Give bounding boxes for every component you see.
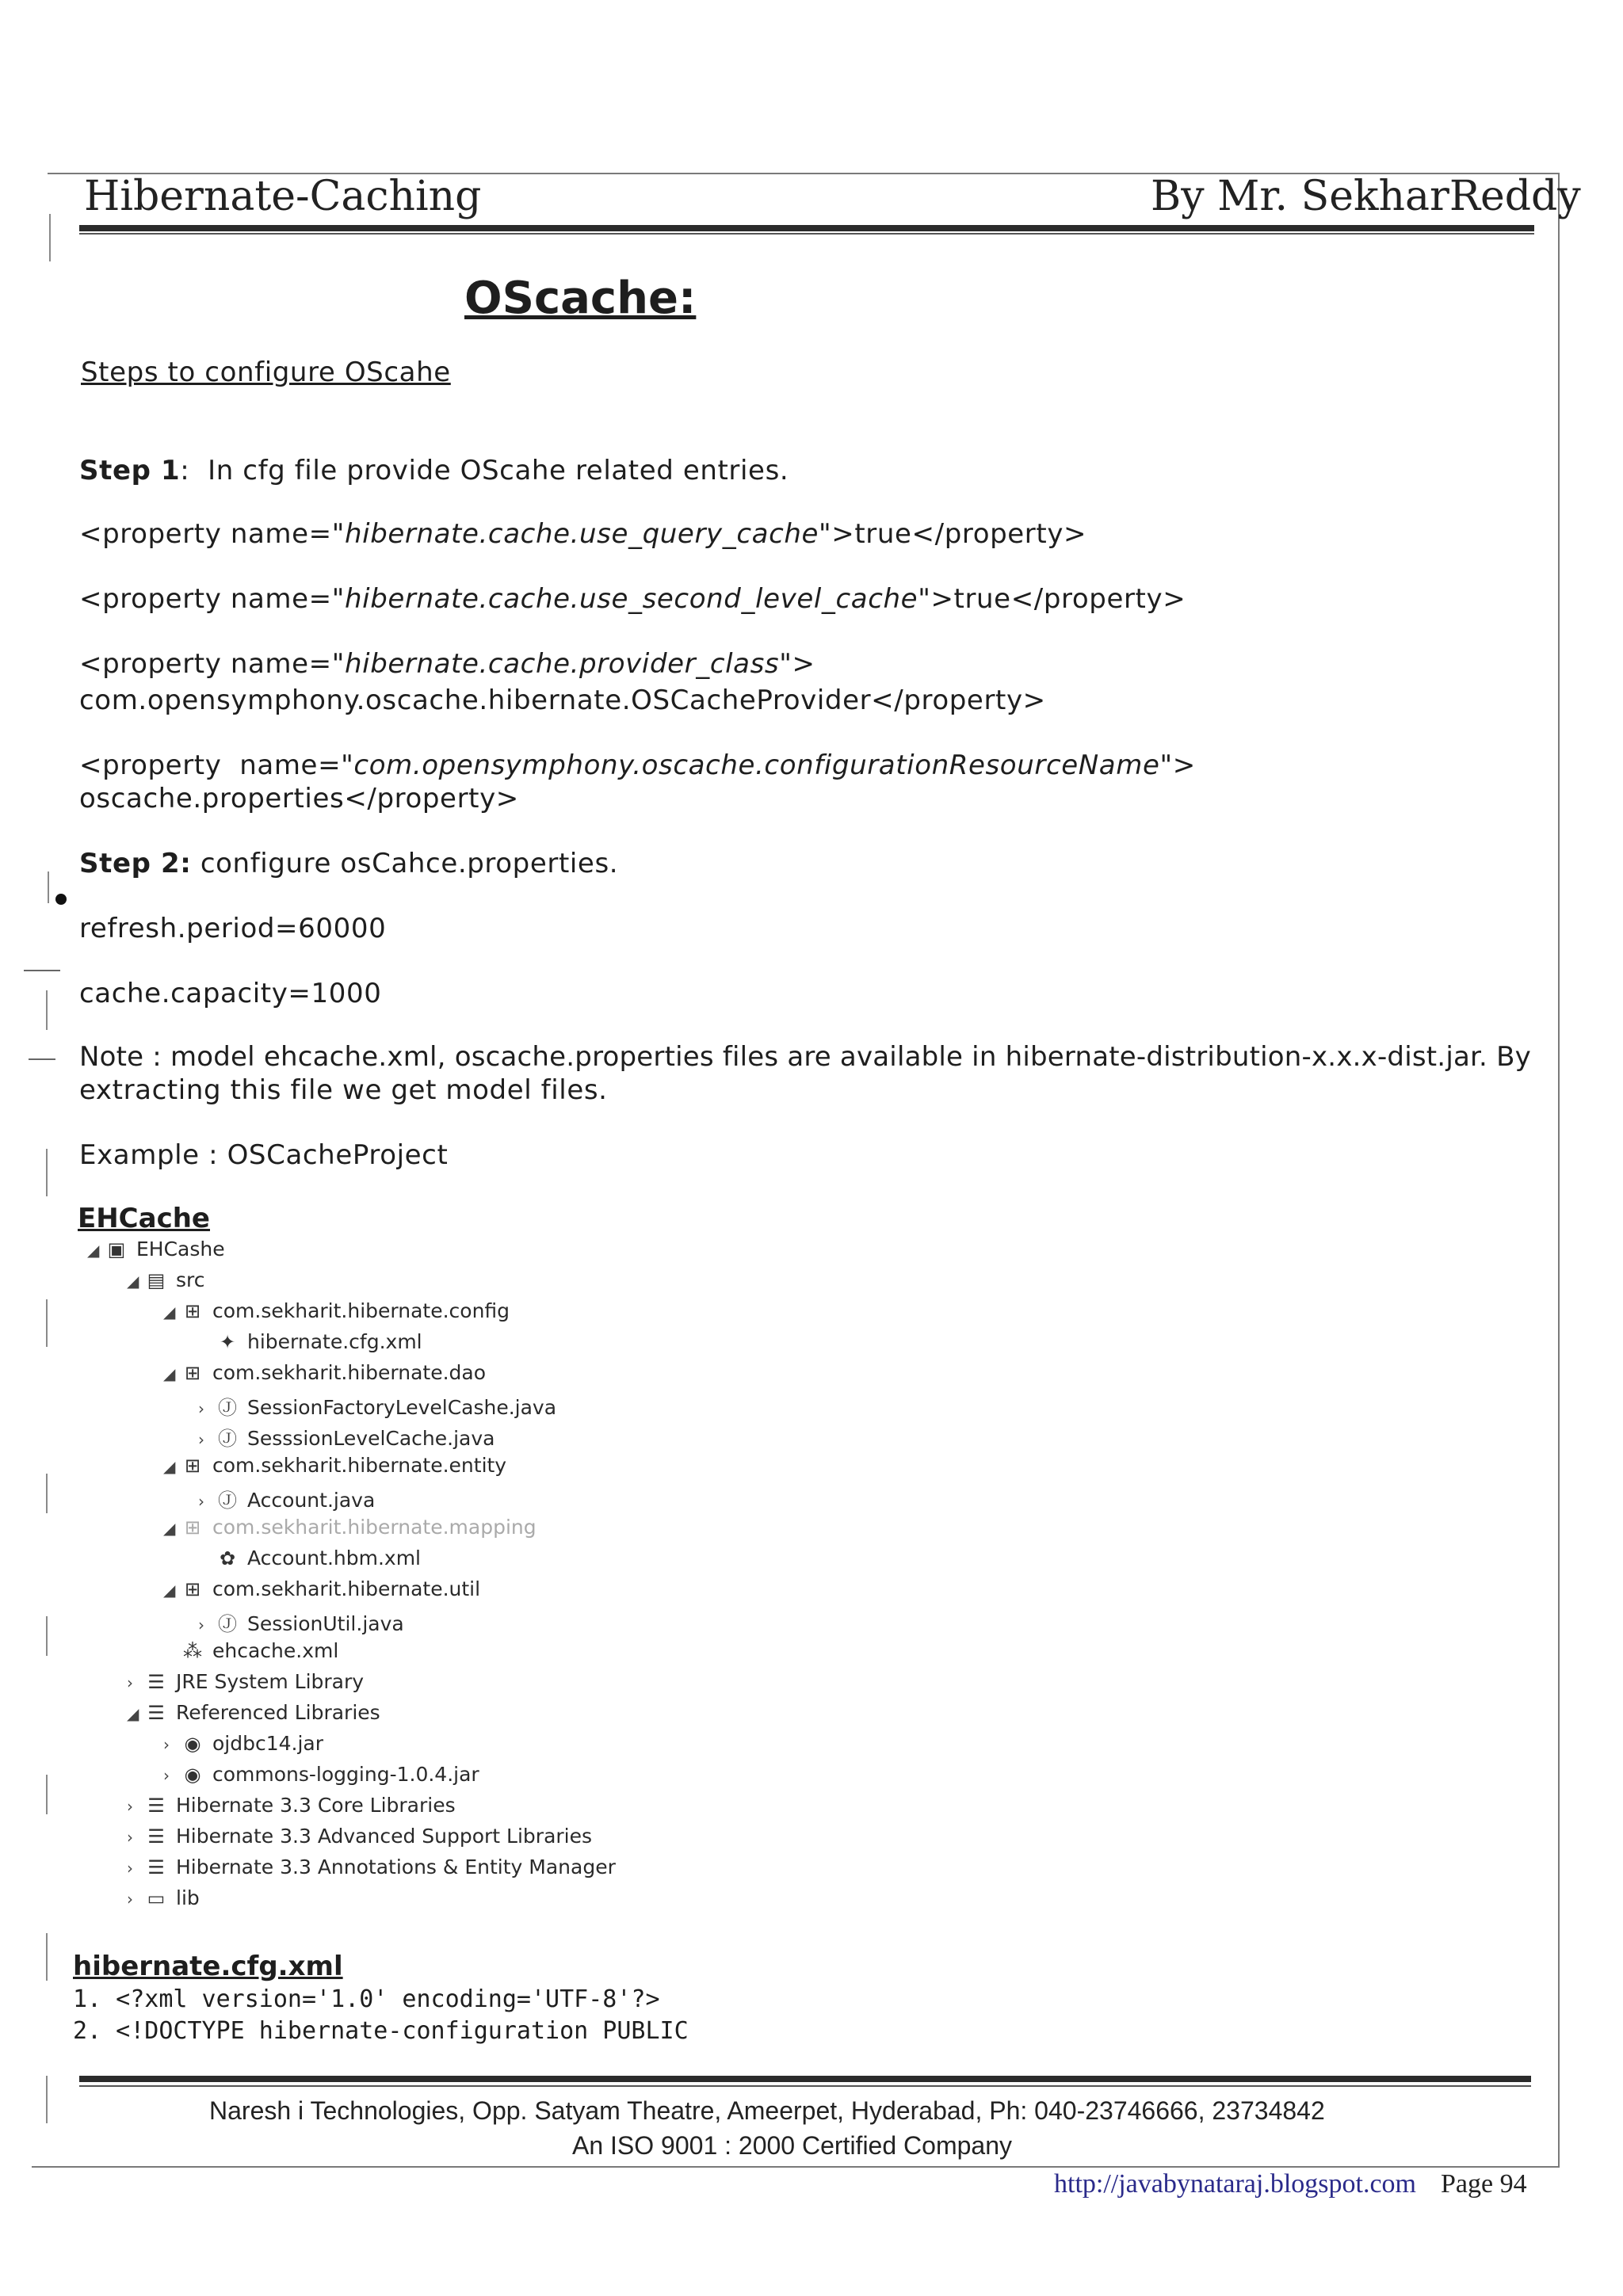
step1-label: Step 1	[79, 455, 181, 486]
margin-mark	[46, 1299, 48, 1347]
margin-mark	[48, 871, 49, 903]
tree-item[interactable]	[163, 1577, 480, 1600]
tree-item-label: src	[176, 1268, 205, 1291]
footer-certification: An ISO 9001 : 2000 Certified Company	[572, 2131, 1012, 2160]
note-line-1: Note : model ehcache.xml, oscache.properties files are available in hibernate-distribution-x.x.x-dist.jar. By	[79, 1041, 1531, 1073]
tree-item[interactable]	[163, 1361, 486, 1384]
step1-line	[79, 455, 789, 486]
java-file-icon: Ⓙ	[218, 1489, 237, 1512]
property-value: >	[1172, 749, 1196, 781]
property-tag: <property name=	[79, 518, 332, 550]
property-name: "hibernate.cache.use_query_cache"	[331, 518, 832, 550]
folder-icon: ▭	[147, 1887, 166, 1909]
expand-twisty-icon[interactable]: ›	[163, 1735, 170, 1754]
property-value: >true</property>	[831, 518, 1087, 550]
code-line-1: 1. <?xml version='1.0' encoding='UTF-8'?>	[73, 1985, 660, 2013]
bullet-dot	[55, 894, 67, 905]
tree-item-label: SessionFactoryLevelCashe.java	[247, 1396, 557, 1419]
cfg-heading: hibernate.cfg.xml	[73, 1951, 343, 1982]
property-tag: <property name=	[79, 648, 332, 680]
tree-item-label: com.sekharit.hibernate.util	[212, 1577, 481, 1600]
property-line-1	[79, 518, 1086, 550]
expand-twisty-icon[interactable]: ◢	[163, 1519, 176, 1538]
property-tag: <property name=	[79, 749, 342, 781]
xml-icon: ✦	[219, 1331, 236, 1353]
margin-dash	[24, 970, 60, 971]
tree-item[interactable]	[127, 1886, 200, 1909]
xml-icon: ✿	[219, 1547, 236, 1569]
margin-mark	[46, 1933, 48, 1981]
step2-line	[79, 848, 618, 879]
tree-item-label: ojdbc14.jar	[212, 1732, 324, 1755]
expand-twisty-icon[interactable]: ›	[127, 1890, 133, 1909]
margin-mark	[46, 990, 48, 1030]
expand-twisty-icon[interactable]: ◢	[163, 1457, 176, 1476]
property-name: "hibernate.cache.provider_class"	[331, 648, 792, 680]
package-icon: ⊞	[184, 1300, 201, 1322]
expand-twisty-icon[interactable]: ›	[198, 1492, 204, 1511]
expand-twisty-icon[interactable]: ›	[127, 1828, 133, 1847]
tree-item[interactable]	[127, 1794, 456, 1817]
tree-item[interactable]	[198, 1547, 421, 1569]
tree-item[interactable]	[163, 1732, 323, 1755]
library-icon: ☰	[147, 1794, 165, 1817]
tree-item[interactable]	[163, 1639, 338, 1662]
expand-twisty-icon[interactable]: ◢	[127, 1704, 139, 1723]
margin-mark	[46, 2076, 48, 2123]
tree-item-label: com.sekharit.hibernate.mapping	[212, 1516, 537, 1539]
tree-item-label: ehcache.xml	[212, 1639, 339, 1662]
property-value: >	[792, 648, 815, 680]
tree-item[interactable]	[163, 1516, 537, 1539]
xml-icon: ⁂	[183, 1640, 202, 1662]
cache-capacity: cache.capacity=1000	[79, 978, 382, 1009]
library-icon: ☰	[147, 1856, 165, 1878]
tree-item-label: Account.java	[247, 1489, 376, 1512]
tree-item-label: commons-logging-1.0.4.jar	[212, 1763, 479, 1786]
tree-item[interactable]	[198, 1608, 404, 1636]
java-file-icon: Ⓙ	[218, 1428, 237, 1450]
example-line: Example : OSCacheProject	[79, 1139, 449, 1171]
tree-item-label: SesssionLevelCache.java	[247, 1427, 495, 1450]
header-rule	[79, 225, 1534, 231]
tree-item-label: Hibernate 3.3 Core Libraries	[176, 1794, 456, 1817]
tree-item[interactable]	[127, 1855, 616, 1878]
expand-twisty-icon[interactable]: ›	[198, 1430, 204, 1449]
package-icon: ⊞	[184, 1516, 201, 1539]
package-icon: ⊞	[184, 1362, 201, 1384]
tree-item[interactable]	[198, 1392, 556, 1420]
java-file-icon: Ⓙ	[218, 1613, 237, 1635]
page-title: OScache:	[464, 273, 697, 324]
margin-mark	[49, 214, 51, 261]
tree-item-label: lib	[176, 1886, 200, 1909]
library-icon: ☰	[147, 1825, 165, 1848]
tree-item-label: EHCashe	[136, 1238, 225, 1261]
tree-item-label: SessionUtil.java	[247, 1612, 404, 1635]
step2-label: Step 2:	[79, 848, 192, 879]
project-icon: ▣	[107, 1238, 126, 1261]
package-icon: ⊞	[184, 1455, 201, 1477]
ehcache-heading: EHCache	[78, 1203, 210, 1234]
tree-item[interactable]	[198, 1485, 375, 1512]
header-title: Hibernate-Caching	[84, 173, 482, 220]
refresh-period: refresh.period=60000	[79, 913, 387, 944]
code-line-2: 2. <!DOCTYPE hibernate-configuration PUBLIC	[73, 2017, 689, 2045]
margin-dash	[29, 1058, 55, 1060]
expand-twisty-icon[interactable]: ◢	[87, 1241, 100, 1260]
tree-item-label: Account.hbm.xml	[247, 1547, 421, 1569]
expand-twisty-icon[interactable]: ›	[127, 1859, 133, 1878]
property-name: "com.opensymphony.oscache.configurationResourceName"	[341, 749, 1173, 781]
java-file-icon: Ⓙ	[218, 1397, 237, 1419]
margin-mark	[46, 1474, 48, 1513]
tree-item[interactable]	[127, 1670, 364, 1693]
package-icon: ⊞	[184, 1578, 201, 1600]
tree-item-label: com.sekharit.hibernate.entity	[212, 1454, 507, 1477]
property-value: >true</property>	[930, 583, 1186, 615]
tree-item[interactable]	[163, 1299, 510, 1322]
tree-item-label: com.sekharit.hibernate.dao	[212, 1361, 487, 1384]
expand-twisty-icon[interactable]: ◢	[163, 1364, 176, 1383]
footer-rule-thin	[79, 2085, 1531, 2087]
expand-twisty-icon[interactable]: ›	[198, 1399, 204, 1418]
folder-icon: ▤	[147, 1269, 166, 1291]
margin-mark	[46, 1149, 48, 1196]
property-line-4-value: oscache.properties</property>	[79, 783, 519, 814]
tree-item[interactable]	[127, 1825, 592, 1848]
tree-item-label: JRE System Library	[176, 1670, 365, 1693]
header-rule-thin	[79, 233, 1534, 235]
step2-text: configure osCahce.properties.	[191, 848, 619, 879]
tree-item-label: com.sekharit.hibernate.config	[212, 1299, 510, 1322]
library-icon: ☰	[147, 1671, 165, 1693]
header-author: By Mr. SekharReddy	[1151, 173, 1581, 220]
tree-item[interactable]	[198, 1330, 422, 1353]
note-line-2: extracting this file we get model files.	[79, 1074, 608, 1106]
margin-mark	[46, 1616, 48, 1656]
page-number: Page 94	[1441, 2169, 1527, 2199]
tree-item[interactable]	[127, 1268, 205, 1291]
tree-item[interactable]	[163, 1454, 506, 1477]
property-line-2	[79, 583, 1186, 615]
tree-item-label: Hibernate 3.3 Annotations & Entity Manager	[176, 1855, 616, 1878]
expand-twisty-icon[interactable]: ◢	[163, 1581, 176, 1600]
expand-twisty-icon[interactable]: ◢	[127, 1272, 139, 1291]
footer-rule	[79, 2076, 1531, 2082]
footer-url[interactable]: http://javabynataraj.blogspot.com	[1054, 2169, 1417, 2199]
expand-twisty-icon[interactable]: ›	[198, 1615, 204, 1634]
tree-item[interactable]	[87, 1238, 225, 1261]
expand-twisty-icon[interactable]: ›	[127, 1673, 133, 1692]
step1-text: : In cfg file provide OScahe related entries.	[180, 455, 789, 486]
expand-twisty-icon[interactable]: ›	[163, 1766, 170, 1785]
frame-bottom-border	[32, 2166, 1560, 2168]
tree-item[interactable]	[127, 1701, 380, 1724]
library-icon: ☰	[147, 1702, 165, 1724]
tree-item[interactable]	[198, 1423, 495, 1451]
expand-twisty-icon[interactable]: ›	[127, 1797, 133, 1816]
property-name: "hibernate.cache.use_second_level_cache"	[331, 583, 931, 615]
property-line-4	[79, 749, 1196, 781]
property-line-3	[79, 648, 815, 680]
expand-twisty-icon[interactable]: ◢	[163, 1302, 176, 1322]
margin-mark	[46, 1775, 48, 1814]
jar-icon: ◉	[184, 1733, 201, 1755]
jar-icon: ◉	[184, 1764, 201, 1786]
section-subtitle: Steps to configure OScahe	[81, 357, 451, 388]
footer-address: Naresh i Technologies, Opp. Satyam Theatre, Ameerpet, Hyderabad, Ph: 040-23746666, 23734842	[209, 2096, 1325, 2125]
property-tag: <property name=	[79, 583, 332, 615]
frame-right-border	[1558, 173, 1560, 2168]
property-line-3-value: com.opensymphony.oscache.hibernate.OSCacheProvider</property>	[79, 685, 1046, 716]
tree-item-label: Hibernate 3.3 Advanced Support Libraries	[176, 1825, 593, 1848]
tree-item-label: Referenced Libraries	[176, 1701, 380, 1724]
tree-item-label: hibernate.cfg.xml	[247, 1330, 422, 1353]
tree-item[interactable]	[163, 1763, 479, 1786]
